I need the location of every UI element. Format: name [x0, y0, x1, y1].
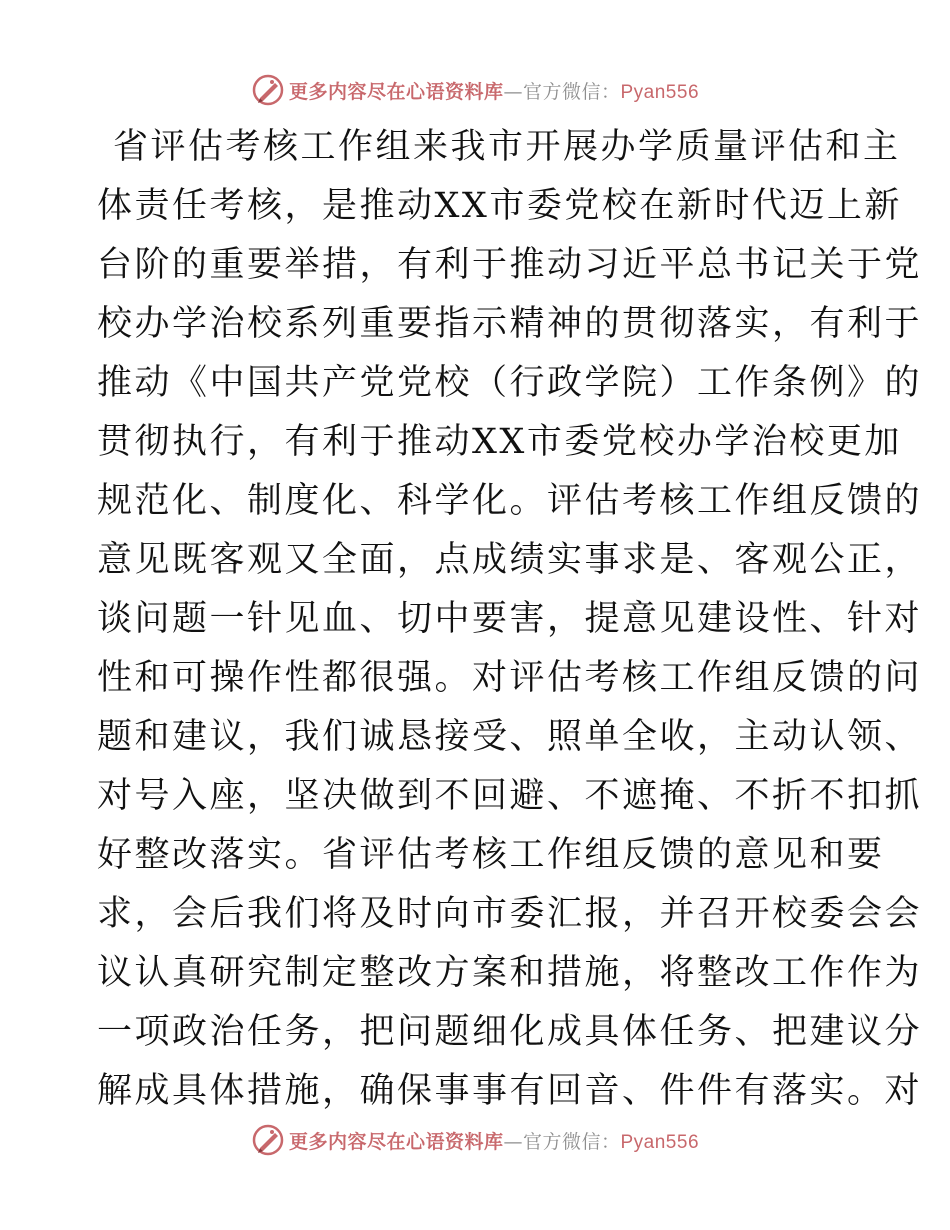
footer-watermark: [0, 1122, 950, 1158]
text-line: 一项政治任务，把问题细化成具体任务、把建议分: [97, 1012, 923, 1052]
body-text: [97, 118, 923, 1121]
text-line: 对号入座，坚决做到不回避、不遮掩、不折不扣抓: [97, 776, 923, 816]
pen-circle-logo-icon: [251, 73, 285, 107]
text-line: 贯彻执行，有利于推动XX市委党校办学治校更加: [97, 422, 902, 462]
text-line: 意见既客观又全面，点成绩实事求是、客观公正，: [97, 540, 923, 580]
text-line: 规范化、制度化、科学化。评估考核工作组反馈的: [97, 481, 923, 521]
watermark-text: [289, 1127, 699, 1154]
watermark-id: Pyan556: [620, 81, 700, 103]
watermark-main: 更多内容尽在心语资料库: [288, 1130, 504, 1153]
watermark-text: [289, 77, 699, 104]
text-line: 台阶的重要举措，有利于推动习近平总书记关于党: [97, 245, 923, 285]
text-line: 好整改落实。省评估考核工作组反馈的意见和要: [97, 835, 885, 875]
text-line: 解成具体措施，确保事事有回音、件件有落实。对: [97, 1071, 923, 1111]
text-line: 省评估考核工作组来我市开展办学质量评估和主: [113, 127, 901, 167]
header-watermark: [0, 72, 950, 108]
watermark-main: 更多内容尽在心语资料库: [288, 80, 504, 103]
text-line: 性和可操作性都很强。对评估考核工作组反馈的问: [97, 658, 923, 698]
text-line: 谈问题一针见血、切中要害，提意见建设性、针对: [97, 599, 923, 639]
watermark-official: 官方微信：: [522, 1130, 621, 1153]
watermark-separator: —: [503, 80, 523, 103]
text-line: 体责任考核，是推动XX市委党校在新时代迈上新: [97, 186, 902, 226]
text-line: 议认真研究制定整改方案和措施，将整改工作作为: [97, 953, 923, 993]
text-line: 求，会后我们将及时向市委汇报，并召开校委会会: [97, 894, 923, 934]
watermark-official: 官方微信：: [522, 80, 621, 103]
text-line: 校办学治校系列重要指示精神的贯彻落实，有利于: [97, 304, 923, 344]
text-line: 题和建议，我们诚恳接受、照单全收，主动认领、: [97, 717, 923, 757]
pen-circle-logo-icon: [251, 1123, 285, 1157]
watermark-separator: —: [503, 1130, 523, 1153]
watermark-id: Pyan556: [620, 1131, 700, 1153]
text-line: 推动《中国共产党党校（行政学院）工作条例》的: [97, 363, 923, 403]
